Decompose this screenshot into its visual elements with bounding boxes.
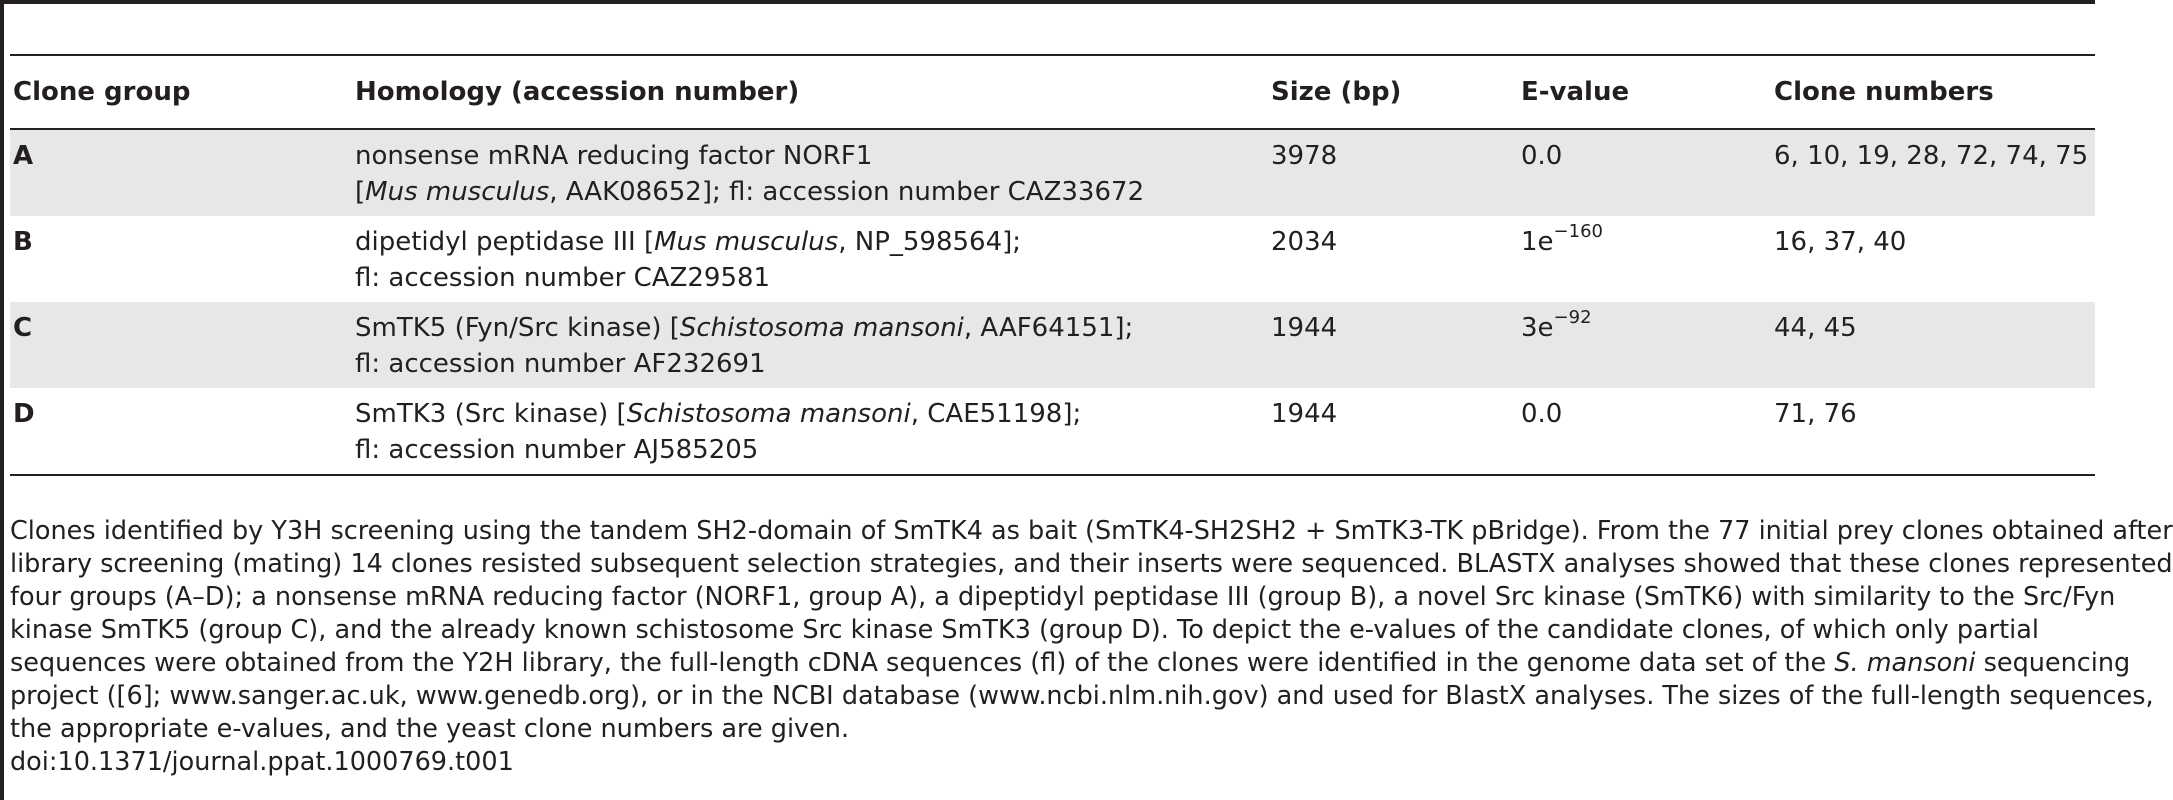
footnote-text: sequencing bbox=[1983, 648, 2131, 678]
header-evalue: E-value bbox=[1521, 77, 1630, 107]
footnote-line: library screening (mating) 14 clones resisted subsequent selection strategies, and their inserts were sequenced. BLASTX analyses showed that these clones represented bbox=[10, 549, 2173, 579]
header-row bbox=[10, 55, 2095, 129]
cell-size: 1944 bbox=[1268, 302, 1518, 388]
homology-line bbox=[355, 396, 1268, 432]
left-border-rule bbox=[0, 0, 4, 800]
homology-text: SmTK5 (Fyn/Src kinase) [ bbox=[355, 313, 680, 343]
cell-group: D bbox=[13, 399, 35, 429]
cell-clone-numbers: 16, 37, 40 bbox=[1774, 227, 1907, 257]
cell-clone-numbers: 44, 45 bbox=[1771, 302, 2095, 388]
cell-homology bbox=[352, 129, 1268, 216]
homology-text: , NP_598564]; bbox=[838, 227, 1022, 257]
cell-evalue bbox=[1518, 388, 1771, 475]
cell-size: 1944 bbox=[1271, 399, 1338, 429]
header-size: Size (bp) bbox=[1271, 77, 1402, 107]
homology-line: fl: accession number AF232691 bbox=[355, 349, 766, 379]
clone-table-container bbox=[10, 54, 2095, 476]
cell-group: C bbox=[10, 302, 352, 388]
footnote-line bbox=[10, 647, 2131, 680]
homology-line: fl: accession number CAZ29581 bbox=[355, 263, 771, 293]
cell-evalue bbox=[1518, 216, 1771, 302]
species-name: Mus musculus bbox=[654, 227, 839, 257]
homology-text: [ bbox=[355, 177, 366, 207]
homology-text: , CAE51198]; bbox=[910, 399, 1082, 429]
footnote-line: kinase SmTK5 (group C), and the already known schistosome Src kinase SmTK3 (group D). To depict the e-values of the candidate clones, of which only partial bbox=[10, 615, 2039, 645]
table-row-a bbox=[10, 129, 2095, 216]
homology-text: SmTK3 (Src kinase) [ bbox=[355, 399, 627, 429]
species-name: Schistosoma mansoni bbox=[679, 313, 964, 343]
cell-evalue bbox=[1518, 129, 1771, 216]
species-name: Schistosoma mansoni bbox=[626, 399, 911, 429]
header-clone-group: Clone group bbox=[13, 77, 191, 107]
homology-line: fl: accession number AJ585205 bbox=[355, 435, 759, 465]
cell-evalue bbox=[1518, 302, 1771, 388]
evalue-base: 0.0 bbox=[1521, 141, 1563, 171]
header-homology: Homology (accession number) bbox=[355, 77, 800, 107]
cell-group: A bbox=[10, 129, 352, 216]
homology-text: , AAF64151]; bbox=[963, 313, 1134, 343]
table-footnote bbox=[10, 515, 2173, 779]
species-name: S. mansoni bbox=[1834, 648, 1976, 678]
footnote-line: Clones identified by Y3H screening using the tandem SH2-domain of SmTK4 as bait (SmTK4-SH2SH2 + SmTK3-TK pBridge). From the 77 initial prey clones obtained after bbox=[10, 516, 2173, 546]
cell-group: B bbox=[13, 227, 33, 257]
table-row-d bbox=[10, 388, 2095, 475]
homology-line: nonsense mRNA reducing factor NORF1 bbox=[355, 141, 873, 171]
footnote-line: project ([6]; www.sanger.ac.uk, www.genedb.org), or in the NCBI database (www.ncbi.nlm.nih.gov) and used for BlastX analyses. The sizes of the full-length sequences, bbox=[10, 681, 2154, 711]
homology-line bbox=[355, 310, 1268, 346]
homology-text: , AAK08652]; fl: accession number CAZ33672 bbox=[549, 177, 1145, 207]
cell-clone-numbers: 6, 10, 19, 28, 72, 74, 75 bbox=[1771, 129, 2095, 216]
cell-size: 2034 bbox=[1271, 227, 1338, 257]
header-clone-numbers: Clone numbers bbox=[1774, 77, 1994, 107]
table-row-c bbox=[10, 302, 2095, 388]
evalue-base: 0.0 bbox=[1521, 399, 1563, 429]
clone-table bbox=[10, 54, 2095, 476]
homology-text: dipetidyl peptidase III [ bbox=[355, 227, 655, 257]
doi-reference: doi:10.1371/journal.ppat.1000769.t001 bbox=[10, 747, 514, 777]
homology-line bbox=[355, 174, 1268, 210]
cell-clone-numbers: 71, 76 bbox=[1774, 399, 1857, 429]
footnote-text: sequences were obtained from the Y2H library, the full-length cDNA sequences (fl) of the clones were identified in the genome data set of the bbox=[10, 648, 1827, 678]
top-border-rule bbox=[0, 0, 2095, 4]
homology-line bbox=[355, 224, 1268, 260]
cell-homology bbox=[352, 388, 1268, 475]
cell-homology bbox=[352, 216, 1268, 302]
species-name: Mus musculus bbox=[365, 177, 550, 207]
cell-homology bbox=[352, 302, 1268, 388]
table-body bbox=[10, 129, 2095, 475]
evalue-exponent: −160 bbox=[1553, 221, 1603, 243]
cell-size: 3978 bbox=[1268, 129, 1518, 216]
footnote-line: the appropriate e-values, and the yeast clone numbers are given. bbox=[10, 714, 850, 744]
footnote-line: four groups (A–D); a nonsense mRNA reducing factor (NORF1, group A), a dipeptidyl peptidase III (group B), a novel Src kinase (SmTK6) with similarity to the Src/Fyn bbox=[10, 582, 2116, 612]
table-header bbox=[10, 55, 2095, 129]
evalue-exponent: −92 bbox=[1553, 307, 1592, 329]
table-row-b bbox=[10, 216, 2095, 302]
evalue-base: 3e bbox=[1521, 313, 1554, 343]
evalue-base: 1e bbox=[1521, 227, 1554, 257]
